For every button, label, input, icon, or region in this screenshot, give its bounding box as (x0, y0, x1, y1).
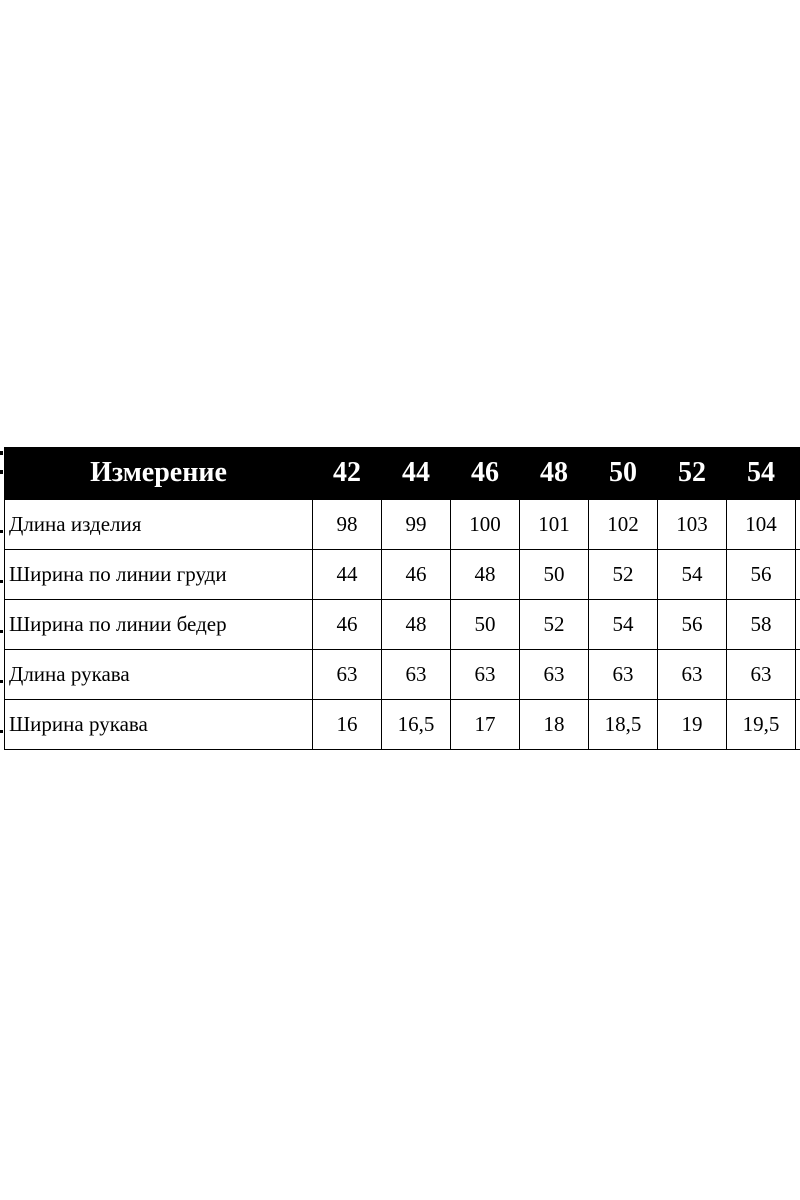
table-cell: 19 (658, 700, 727, 750)
table-cell: 99 (382, 500, 451, 550)
left-edge-tick (0, 630, 3, 633)
table-cell: 46 (382, 550, 451, 600)
table-cell: 98 (313, 500, 382, 550)
table-cell-empty (796, 550, 800, 600)
header-row (5, 447, 800, 500)
table-cell: 52 (589, 550, 658, 600)
header-size: 46 (451, 447, 520, 500)
row-label: Ширина по линии груди (5, 550, 313, 600)
header-size: 50 (589, 447, 658, 500)
table-cell: 44 (313, 550, 382, 600)
table-cell: 48 (382, 600, 451, 650)
header-size: 42 (313, 447, 382, 500)
table-cell: 63 (727, 650, 796, 700)
table-cell: 104 (727, 500, 796, 550)
table-cell: 102 (589, 500, 658, 550)
table-cell: 18,5 (589, 700, 658, 750)
header-size: 54 (727, 447, 796, 500)
size-chart (4, 447, 800, 753)
table-cell: 18 (520, 700, 589, 750)
table-cell: 16 (313, 700, 382, 750)
table-cell: 100 (451, 500, 520, 550)
table-cell: 54 (589, 600, 658, 650)
table-cell: 63 (658, 650, 727, 700)
header-size: 52 (658, 447, 727, 500)
table-cell: 63 (382, 650, 451, 700)
table-cell: 63 (589, 650, 658, 700)
table-cell-empty (796, 600, 800, 650)
table-row (5, 550, 800, 600)
header-cell-empty (796, 447, 800, 500)
table-row (5, 600, 800, 650)
left-edge-tick (0, 470, 3, 474)
table-cell: 17 (451, 700, 520, 750)
table-cell: 63 (451, 650, 520, 700)
left-edge-tick (0, 530, 3, 533)
table-cell: 54 (658, 550, 727, 600)
table-row (5, 700, 800, 750)
table-row (5, 500, 800, 550)
table-cell: 63 (313, 650, 382, 700)
row-label: Длина рукава (5, 650, 313, 700)
table-cell: 56 (727, 550, 796, 600)
table-cell: 101 (520, 500, 589, 550)
table-cell-empty (796, 650, 800, 700)
table-cell: 48 (451, 550, 520, 600)
header-size: 48 (520, 447, 589, 500)
left-edge-tick (0, 730, 3, 733)
table-cell: 50 (451, 600, 520, 650)
table-cell-empty (796, 700, 800, 750)
table-cell: 19,5 (727, 700, 796, 750)
row-label: Ширина по линии бедер (5, 600, 313, 650)
left-edge-tick (0, 580, 3, 583)
table-cell: 50 (520, 550, 589, 600)
left-edge-tick (0, 451, 3, 455)
row-label: Длина изделия (5, 500, 313, 550)
table-cell: 56 (658, 600, 727, 650)
table-cell: 63 (520, 650, 589, 700)
table-cell: 46 (313, 600, 382, 650)
table-cell: 58 (727, 600, 796, 650)
table-row (5, 650, 800, 700)
size-table (4, 447, 800, 750)
table-cell-empty (796, 500, 800, 550)
table-cell: 16,5 (382, 700, 451, 750)
header-size: 44 (382, 447, 451, 500)
row-label: Ширина рукава (5, 700, 313, 750)
table-cell: 52 (520, 600, 589, 650)
header-measurement: Измерение (5, 447, 313, 500)
table-cell: 103 (658, 500, 727, 550)
left-edge-tick (0, 680, 3, 683)
